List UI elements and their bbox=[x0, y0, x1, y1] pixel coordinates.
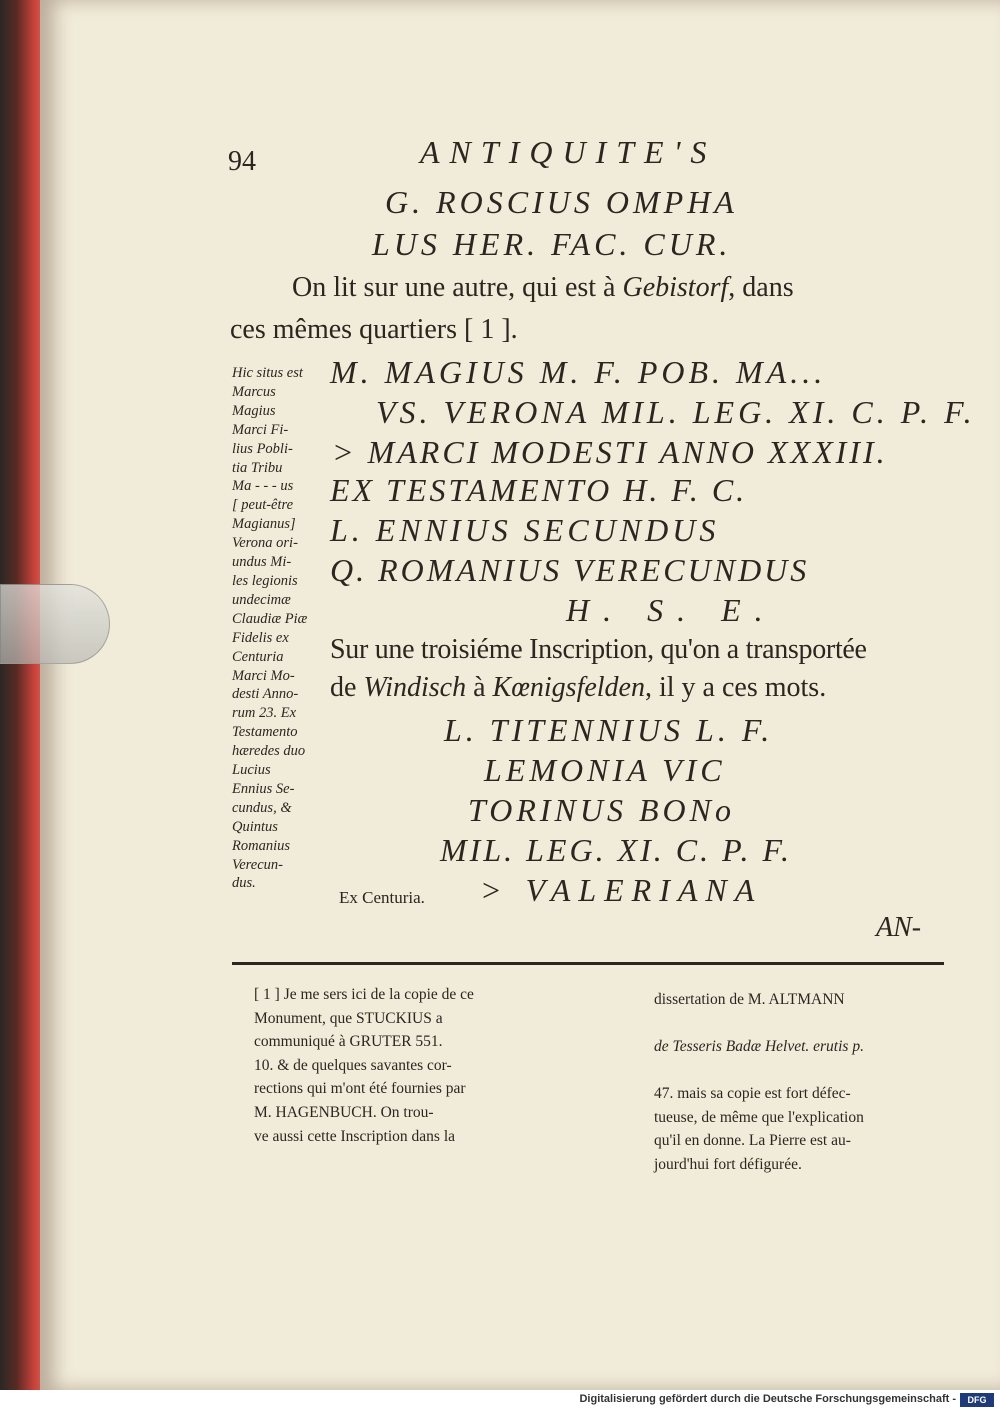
catchword: AN- bbox=[876, 912, 922, 943]
inscription2-line: L. ENNIUS SECUNDUS bbox=[330, 512, 720, 548]
marginal-gloss: Hic situs est Marcus Magius Marci Fi- lius Pobli- tia Tribu Ma - - - us [ peut-être Magianus] Verona ori- undus Mi- les legionis undecimæ Claudiæ Piæ Fidelis ex Centuria Marci Mo- desti Anno- rum 23. Ex Testamento hæredes duo Lucius Ennius Se- cundus, & Quintus Romanius Verecun- dus. bbox=[232, 365, 308, 892]
paragraph-line: de Windisch à Kœnigsfelden, il y a ces mots. bbox=[330, 672, 827, 703]
inscription3-line: LEMONIA VIC bbox=[484, 752, 726, 788]
inscription2-line: VS. VERONA MIL. LEG. XI. C. P. F. bbox=[376, 394, 976, 430]
inscription3-line: MIL. LEG. XI. C. P. F. bbox=[440, 832, 792, 868]
dfg-logo: DFG bbox=[960, 1393, 994, 1407]
inscription2-line: EX TESTAMENTO H. F. C. bbox=[330, 472, 748, 508]
bookmark-tab bbox=[0, 584, 110, 664]
footnote-line: de Tesseris Badæ Helvet. erutis p. bbox=[654, 1037, 864, 1055]
paragraph-line: On lit sur une autre, qui est à Gebistorf, dans bbox=[292, 272, 794, 303]
footnote-lines: 47. mais sa copie est fort défec- tueuse, de même que l'explication qu'il en donne. La Pierre est au- jourd'hui fort défigurée. bbox=[654, 1084, 864, 1173]
running-head: ANTIQUITE'S bbox=[420, 134, 717, 170]
paragraph-line: ces mêmes quartiers [ 1 ]. bbox=[230, 314, 518, 345]
paragraph-line: Sur une troisiéme Inscription, qu'on a transportée bbox=[330, 634, 867, 665]
inscription3-line: L. TITENNIUS L. F. bbox=[444, 712, 774, 748]
footnote-right-column bbox=[654, 964, 946, 1200]
inscription2-line: > MARCI MODESTI ANNO XXXIII. bbox=[332, 434, 888, 470]
inscription2-line: H. S. E. bbox=[566, 592, 777, 628]
inscription1-line: G. ROSCIUS OMPHA bbox=[385, 184, 738, 220]
footnote-line: dissertation de M. ALTMANN bbox=[654, 990, 845, 1008]
inscription3-line: TORINUS BONo bbox=[468, 792, 735, 828]
centuria-label: Ex Centuria. bbox=[339, 888, 425, 907]
inscription2-line: Q. ROMANIUS VERECUNDUS bbox=[330, 552, 810, 588]
inscription3-line: > VALERIANA bbox=[480, 872, 763, 908]
digitization-credit: Digitalisierung gefördert durch die Deutsche Forschungsgemeinschaft - bbox=[579, 1393, 956, 1405]
footnote-left-column: [ 1 ] Je me sers ici de la copie de ce Monument, que STUCKIUS a communiqué à GRUTER 551. 10. & de quelques savantes cor- rections qui m'ont été fournies par M. HAGENBUCH. On trou- ve aussi cette Inscription dans la bbox=[254, 986, 474, 1145]
inscription2-line: M. MAGIUS M. F. POB. MA... bbox=[330, 354, 827, 390]
page-number: 94 bbox=[228, 146, 256, 177]
inscription1-line: LUS HER. FAC. CUR. bbox=[372, 226, 732, 262]
